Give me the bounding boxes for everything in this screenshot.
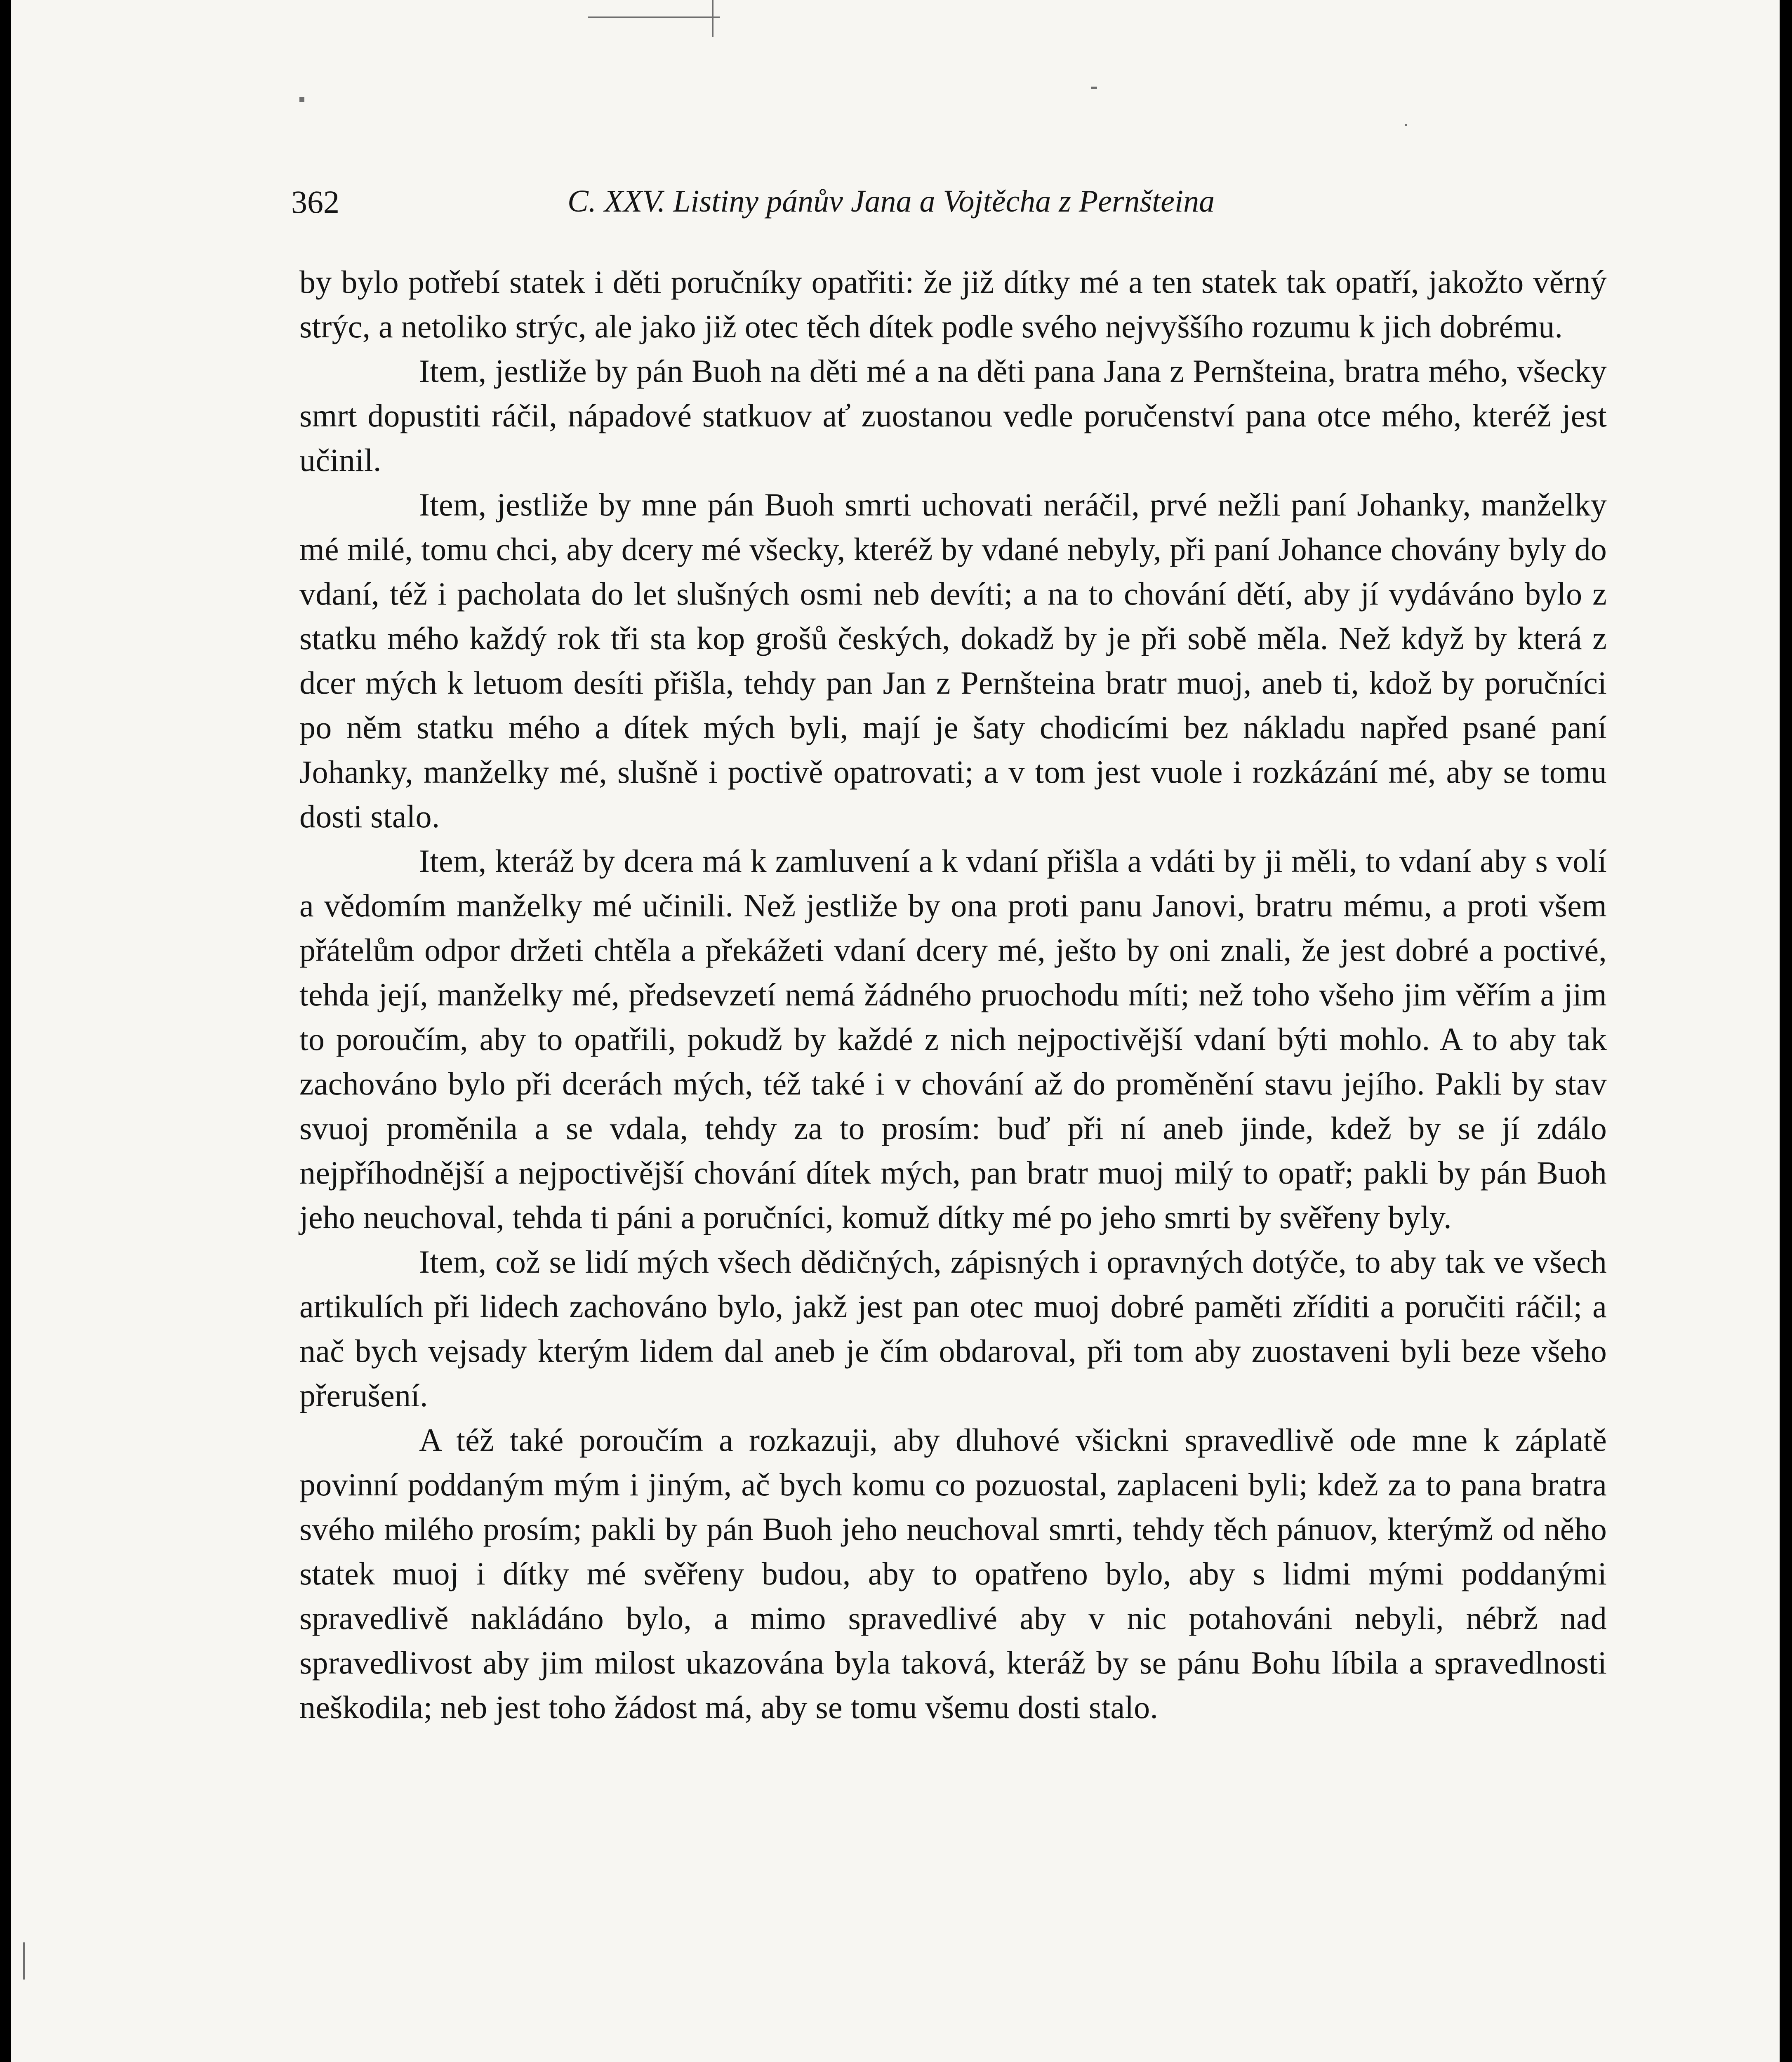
scan-mark bbox=[23, 1942, 25, 1980]
scan-mark bbox=[588, 16, 720, 18]
page-header bbox=[291, 184, 1322, 225]
paragraph: A též také poroučím a rozkazuji, aby dluhové všickni spravedlivě ode mne k záplatě povinní poddaným mým i jiným, ač bych komu co pozuostal, zaplaceni byli; kdež za to pana bratra svého milého prosím; pakli by pán Buoh jeho neuchoval smrti, tehdy těch pánuov, kterýmž od něho statek muoj i dítky mé svěřeny budou, aby to opatřeno bylo, aby s lidmi mými poddanými spravedlivě nakládáno bylo, a mimo spravedlivé aby v nic potahováni nebyli, nébrž nad spravedlivost aby jim milost ukazována byla taková, kteráž by se pánu Bohu líbila a spravedlnosti neškodila; neb jest toho žádost má, aby se tomu všemu dosti stalo. bbox=[299, 1422, 1607, 1725]
paragraph: Item, jestliže by pán Buoh na děti mé a na děti pana Jana z Pernšteina, bratra mého, všecky smrt dopustiti ráčil, nápadové statkuov ať zuostanou vedle poručenství pana otce mého, kteréž jest učinil. bbox=[299, 353, 1607, 478]
page-number: 362 bbox=[291, 184, 339, 220]
paragraph: Item, kteráž by dcera má k zamluvení a k vdaní přišla a vdáti by ji měli, to vdaní aby s volí a vědomím manželky mé učinili. Než jestliže by ona proti panu Janovi, bratru mému, a proti všem přátelům odpor držeti chtěla a překážeti vdaní dcery mé, ješto by oni znali, že jest dobré a poctivé, tehda její, manželky mé, předsevzetí nemá žádného pruochodu míti; než toho všeho jim věřím a jim to poroučím, aby to opatřili, pokudž by každé z nich nejpoctivější vdaní býti mohlo. A to aby tak zachováno bylo při dcerách mých, též také i v chování až do proměnění stavu jejího. Pakli by stav svuoj proměnila a se vdala, tehdy za to prosím: buď při ní aneb jinde, kdež by se jí zdálo nejpříhodnější a nejpoctivější chování dítek mých, pan bratr muoj milý to opatř; pakli by pán Buoh jeho neuchoval, tehda ti páni a poručníci, komuž dítky mé po jeho smrti by svěřeny byly. bbox=[299, 843, 1607, 1235]
paragraph: Item, což se lidí mých všech dědičných, zápisných i opravných dotýče, to aby tak ve všech artikulích při lidech zachováno bylo, jakž jest pan otec muoj dobré paměti zříditi a poručiti ráčil; a nač bych vejsady kterým lidem dal aneb je čím obdaroval, při tom aby zuostaveni byli beze všeho přerušení. bbox=[299, 1244, 1607, 1413]
scan-mark bbox=[299, 97, 304, 102]
scanned-page bbox=[11, 0, 1780, 2062]
paragraph: Item, jestliže by mne pán Buoh smrti uchovati neráčil, prvé nežli paní Johanky, manželky mé milé, tomu chci, aby dcery mé všecky, kteréž by vdané nebyly, při paní Johance chovány byly do vdaní, též i pacholata do let slušných osmi neb devíti; a na to chování dětí, aby jí vydáváno bylo z statku mého každý rok tři sta kop grošů českých, dokadž by je při sobě měla. Než když by která z dcer mých k letuom desíti přišla, tehdy pan Jan z Pernšteina bratr muoj, aneb ti, kdož by poručníci po něm statku mého a dítek mých byli, mají je šaty chodicími bez nákladu napřed psané paní Johanky, manželky mé, slušně i poctivě opatrovati; a v tom jest vuole i rozkázání mé, aby se tomu dosti stalo. bbox=[299, 487, 1607, 834]
scan-mark bbox=[712, 0, 714, 37]
scan-mark bbox=[1091, 87, 1097, 89]
paragraph: by bylo potřebí statek i děti poručníky opatřiti: že již dítky mé a ten statek tak opatří, jakožto věrný strýc, a netoliko strýc, ale jako již otec těch dítek podle svého nejvyššího rozumu k jich dobrému. bbox=[299, 264, 1607, 344]
body-text bbox=[299, 260, 1607, 1959]
running-head: C. XXV. Listiny pánův Jana a Vojtěcha z Pernšteina bbox=[568, 184, 1215, 219]
scan-mark bbox=[1405, 124, 1407, 126]
